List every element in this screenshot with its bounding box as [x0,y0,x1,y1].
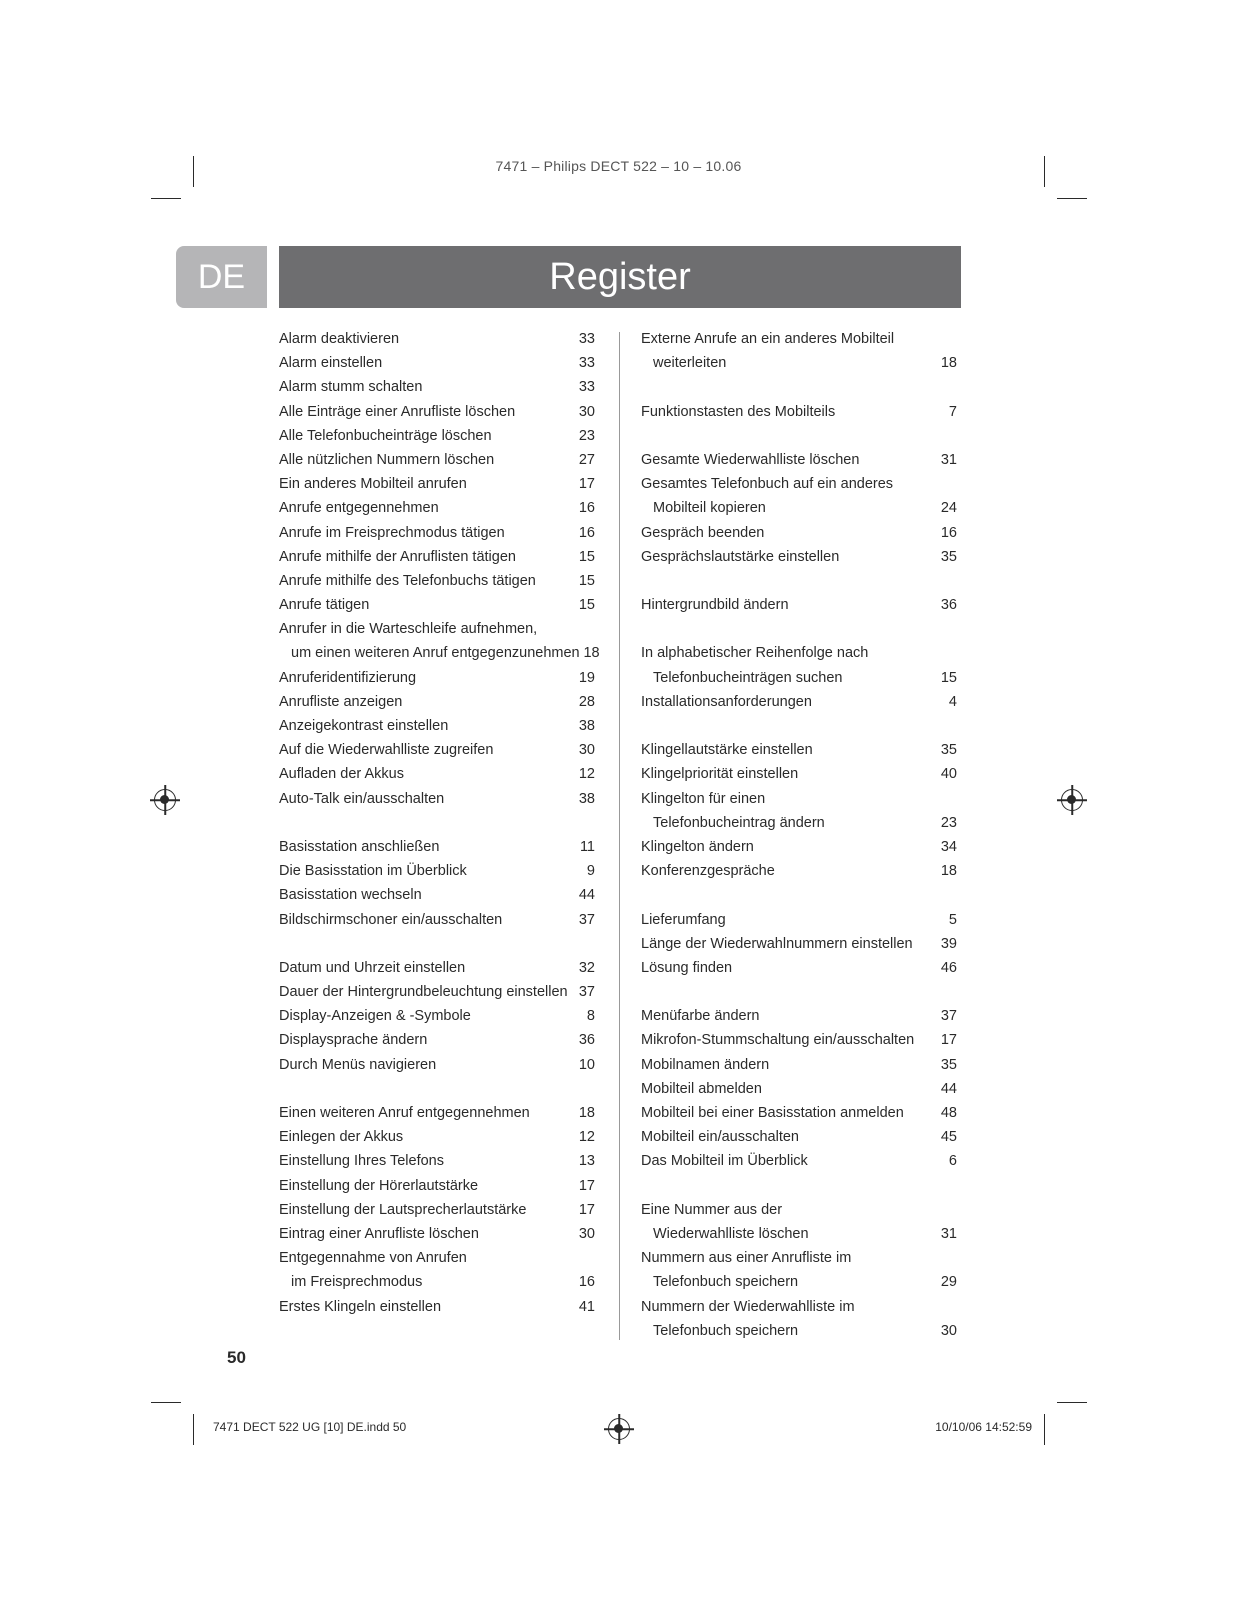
index-entry [279,496,595,520]
index-entry [279,690,595,714]
entry-text: Telefonbucheinträgen suchen [653,669,843,686]
entry-text: Erstes Klingeln einstellen [279,1298,442,1315]
index-entry [641,1077,957,1101]
entry-page: 33 [578,355,595,372]
page-title: Register [279,246,961,308]
entry-page: 10 [578,1056,595,1073]
index-column-left [279,327,600,1319]
entry-page: 37 [940,1008,957,1025]
index-entry [641,859,957,883]
entry-text: Telefonbuch speichern [653,1322,799,1339]
entry-page: 12 [578,766,595,783]
crop-mark [1057,1402,1087,1403]
entry-gap [641,569,957,593]
entry-page: 40 [940,766,957,783]
entry-text: Einstellung der Hörerlautstärke [279,1177,479,1194]
entry-page: 11 [579,838,595,855]
index-entry [279,1270,595,1294]
index-entry [641,1101,957,1125]
entry-text: Alarm deaktivieren [279,331,400,347]
entry-text: Anrufe mithilfe des Telefonbuchs tätigen [279,572,536,589]
entry-text: Anzeigekontrast einstellen [279,718,449,734]
index-entry [279,835,595,859]
index-column-right [641,327,957,1343]
language-tab: DE [176,246,267,308]
entry-text: Alle Einträge einer Anrufliste löschen [279,403,516,420]
entry-page: 30 [578,742,595,759]
entry-page: 38 [578,790,595,807]
entry-page: 29 [940,1274,957,1291]
entry-text: Installationsanforderungen [641,693,812,710]
entry-page [937,1246,957,1270]
entry-text: weiterleiten [653,355,727,372]
index-entry [279,424,595,448]
entry-page: 16 [940,524,957,541]
entry-text: Alarm einstellen [279,355,383,372]
entry-text: Auto-Talk ein/ausschalten [279,790,445,807]
entry-text: Mobilteil bei einer Basisstation anmelden [641,1105,904,1121]
entry-page: 41 [578,1298,595,1315]
entry-page: 15 [578,548,595,565]
index-entry [279,593,595,617]
index-entry [279,980,595,1004]
index-entry [279,1246,595,1270]
entry-page: 35 [940,1056,957,1073]
entry-text: Länge der Wiederwahlnummern einstellen [641,935,913,952]
entry-page: 44 [578,887,595,904]
index-entry [279,956,595,980]
entry-page: 15 [578,572,595,589]
entry-text: Aufladen der Akkus [279,766,404,783]
entry-text: Ein anderes Mobilteil anrufen [279,476,467,493]
print-slug: 7471 – Philips DECT 522 – 10 – 10.06 [495,158,742,174]
index-entry [641,1246,957,1270]
registration-mark-icon [154,789,176,811]
index-entry [279,1174,595,1198]
entry-text: Konferenzgespräche [641,863,775,880]
entry-page: 8 [586,1008,595,1025]
entry-page: 48 [940,1105,957,1121]
entry-text: Anrufer in die Warteschleife aufnehmen, [279,621,538,638]
entry-text: Basisstation wechseln [279,887,422,904]
entry-page: 15 [940,669,957,686]
entry-page: 18 [578,1105,595,1121]
entry-page: 39 [940,935,957,952]
entry-page [937,1295,957,1319]
entry-page: 5 [948,911,957,928]
index-entry [641,908,957,932]
index-entry [641,593,957,617]
crop-mark [151,198,181,199]
index-entry [641,1149,957,1173]
entry-text: Alle Telefonbucheinträge löschen [279,427,492,444]
entry-page: 30 [940,1322,957,1339]
entry-text: Anrufe entgegennehmen [279,500,439,517]
entry-text: Die Basisstation im Überblick [279,863,467,880]
entry-page [937,327,957,351]
index-entry [641,1053,957,1077]
entry-page: 17 [578,476,595,493]
index-entry [279,714,595,738]
entry-text: Anruferidentifizierung [279,669,417,686]
entry-gap [641,980,957,1004]
entry-text: Mikrofon-Stummschaltung ein/ausschalten [641,1032,915,1049]
column-divider [619,332,620,1340]
entry-page [575,1246,595,1270]
index-entry [279,351,595,375]
entry-page: 18 [940,355,957,372]
index-entry [641,1125,957,1149]
entry-text: Alarm stumm schalten [279,379,423,396]
entry-text: Anrufliste anzeigen [279,693,403,710]
entry-text: Funktionstasten des Mobilteils [641,403,836,420]
index-entry [279,762,595,786]
entry-page [937,787,957,811]
index-entry [279,569,595,593]
entry-page: 31 [940,1225,957,1242]
entry-text: Klingelpriorität einstellen [641,766,799,783]
index-entry [641,787,957,811]
entry-page: 15 [578,597,595,614]
entry-text: Display-Anzeigen & -Symbole [279,1008,471,1025]
entry-text: Gesprächslautstärke einstellen [641,548,840,565]
index-entry [279,787,595,811]
entry-text: Einstellung Ihres Telefons [279,1153,444,1170]
entry-text: Wiederwahlliste löschen [653,1225,809,1242]
entry-text: Hintergrundbild ändern [641,597,789,614]
entry-page [937,472,957,496]
entry-text: Eine Nummer aus der [641,1201,783,1218]
entry-page: 28 [578,693,595,710]
entry-text: Bildschirmschoner ein/ausschalten [279,911,503,928]
index-entry [279,883,595,907]
registration-mark-icon [608,1418,630,1440]
crop-mark [151,1402,181,1403]
entry-gap [641,375,957,399]
index-entry [279,1198,595,1222]
entry-text: Einstellung der Lautsprecherlautstärke [279,1201,527,1218]
entry-text: Auf die Wiederwahlliste zugreifen [279,742,494,759]
timestamp: 10/10/06 14:52:59 [935,1420,1032,1434]
index-entry [279,327,595,351]
entry-page [937,641,957,665]
index-entry [641,641,957,665]
entry-text: Gespräch beenden [641,524,765,541]
entry-text: Klingelton für einen [641,790,766,807]
entry-page: 32 [578,959,595,976]
crop-mark [1044,1414,1045,1445]
entry-text: Anrufe mithilfe der Anruflisten tätigen [279,548,516,565]
entry-page: 16 [578,1274,595,1291]
entry-page: 7 [948,403,957,420]
index-entry [279,1149,595,1173]
index-entry [641,472,957,496]
index-entry [641,1270,957,1294]
entry-text: Basisstation anschließen [279,838,440,855]
index-entry [279,545,595,569]
entry-page: 12 [578,1129,595,1146]
entry-text: Durch Menüs navigieren [279,1056,437,1073]
entry-text: Mobilnamen ändern [641,1056,770,1073]
index-entry [641,1222,957,1246]
entry-page: 37 [578,984,595,1001]
entry-page: 19 [578,669,595,686]
index-entry [641,448,957,472]
index-entry [279,400,595,424]
entry-page: 33 [578,331,595,347]
index-entry [641,521,957,545]
entry-text: im Freisprechmodus [291,1274,423,1291]
entry-page: 18 [583,645,600,662]
entry-page: 30 [578,1225,595,1242]
index-entry [641,351,957,375]
index-entry [641,1198,957,1222]
entry-page: 13 [578,1153,595,1170]
index-entry [641,1004,957,1028]
entry-text: Lieferumfang [641,911,726,928]
index-entry [641,738,957,762]
entry-page: 31 [940,451,957,468]
entry-page: 23 [578,427,595,444]
index-entry [279,1028,595,1052]
entry-page: 24 [940,500,957,517]
entry-page: 37 [578,911,595,928]
entry-text: In alphabetischer Reihenfolge nach [641,645,869,662]
index-entry [279,1101,595,1125]
entry-page: 4 [948,693,957,710]
entry-text: Einen weiteren Anruf entgegennehmen [279,1105,530,1121]
entry-page [937,1198,957,1222]
index-entry [279,666,595,690]
entry-page: 6 [948,1153,957,1170]
entry-page: 27 [578,451,595,468]
entry-page: 18 [940,863,957,880]
index-entry [279,1295,595,1319]
entry-text: Telefonbuch speichern [653,1274,799,1291]
entry-text: Menüfarbe ändern [641,1008,760,1025]
page-number: 50 [227,1348,246,1367]
index-entry [279,1222,595,1246]
entry-text: Nummern der Wiederwahlliste im [641,1298,855,1315]
entry-page [575,617,595,641]
index-entry [641,762,957,786]
index-entry [641,1319,957,1343]
entry-gap [641,617,957,641]
entry-page: 30 [578,403,595,420]
entry-page: 17 [940,1032,957,1049]
index-entry [641,1295,957,1319]
index-entry [279,617,595,641]
entry-text: Gesamte Wiederwahlliste löschen [641,451,860,468]
entry-text: Mobilteil abmelden [641,1080,762,1097]
entry-page: 17 [578,1201,595,1218]
entry-text: Gesamtes Telefonbuch auf ein anderes [641,476,894,493]
entry-page: 45 [940,1129,957,1146]
index-entry [641,811,957,835]
entry-page: 35 [940,548,957,565]
entry-text: Anrufe im Freisprechmodus tätigen [279,524,505,541]
entry-text: Lösung finden [641,959,733,976]
entry-text: Dauer der Hintergrundbeleuchtung einstellen [279,984,568,1001]
index-entry [279,1053,595,1077]
entry-text: Einlegen der Akkus [279,1129,404,1146]
entry-page: 38 [578,718,595,734]
index-entry [641,666,957,690]
index-entry [641,1028,957,1052]
crop-mark [1057,198,1087,199]
entry-text: Eintrag einer Anrufliste löschen [279,1225,479,1242]
entry-gap [641,1174,957,1198]
entry-gap [641,883,957,907]
index-entry [641,956,957,980]
entry-gap [279,932,595,956]
entry-text: Nummern aus einer Anrufliste im [641,1250,852,1267]
entry-text: Das Mobilteil im Überblick [641,1153,808,1170]
entry-page: 33 [578,379,595,396]
entry-text: Mobilteil kopieren [653,500,766,517]
entry-text: Klingellautstärke einstellen [641,742,813,759]
index-entry [279,859,595,883]
index-entry [641,690,957,714]
entry-page: 16 [578,500,595,517]
entry-text: um einen weiteren Anruf entgegenzunehmen [291,645,580,662]
index-entry [641,545,957,569]
entry-gap [641,714,957,738]
index-entry [641,496,957,520]
entry-page: 16 [578,524,595,541]
entry-page: 44 [940,1080,957,1097]
registration-mark-icon [1061,789,1083,811]
entry-gap [641,424,957,448]
index-entry [279,738,595,762]
entry-page: 9 [586,863,595,880]
index-entry [279,521,595,545]
entry-text: Anrufe tätigen [279,597,370,614]
entry-page: 46 [940,959,957,976]
entry-page: 36 [940,597,957,614]
entry-page: 23 [940,814,957,831]
file-slug: 7471 DECT 522 UG [10] DE.indd 50 [213,1420,407,1434]
entry-page: 17 [578,1177,595,1194]
index-entry [641,835,957,859]
entry-text: Mobilteil ein/ausschalten [641,1129,799,1146]
index-entry [641,327,957,351]
entry-page: 34 [940,838,957,855]
index-entry [279,641,600,665]
entry-gap [279,1077,595,1101]
entry-text: Telefonbucheintrag ändern [653,814,825,831]
entry-page: 36 [578,1032,595,1049]
entry-gap [279,811,595,835]
entry-text: Externe Anrufe an ein anderes Mobilteil [641,331,895,347]
entry-text: Alle nützlichen Nummern löschen [279,451,495,468]
index-entry [279,1125,595,1149]
index-entry [279,448,595,472]
entry-text: Displaysprache ändern [279,1032,428,1049]
index-entry [641,400,957,424]
index-entry [279,908,595,932]
crop-mark [193,1414,194,1445]
entry-text: Klingelton ändern [641,838,754,855]
entry-text: Datum und Uhrzeit einstellen [279,959,466,976]
index-entry [279,1004,595,1028]
entry-page: 35 [940,742,957,759]
index-entry [279,472,595,496]
index-entry [641,932,957,956]
index-entry [279,375,595,399]
entry-text: Entgegennahme von Anrufen [279,1250,467,1267]
